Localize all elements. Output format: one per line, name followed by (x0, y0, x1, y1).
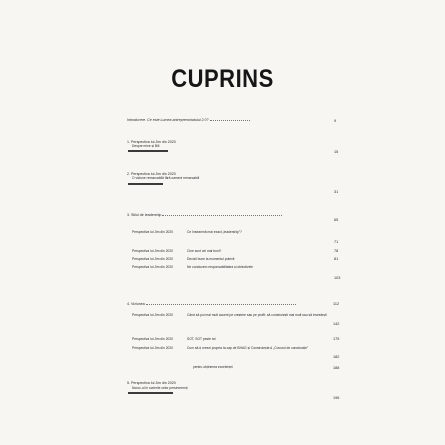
toc-ch3-item2-page: 78 (334, 249, 339, 253)
toc-ch3-label: Stilul de leadership (131, 213, 162, 217)
toc-ch4-item1-left: Perspectiva lui Jim din 2020 (132, 313, 174, 317)
toc-ch4-page: 112 (333, 302, 340, 306)
toc-ch1-label: Perspectiva lui Jim din 2020 (131, 140, 176, 144)
toc-ch4-num: 4. (127, 302, 130, 306)
dot-leader (146, 304, 296, 305)
toc-ch2-label: Perspectiva lui Jim din 2020 (131, 172, 176, 176)
toc-ch4-item2-page: 175 (333, 337, 340, 341)
toc-ch1 (127, 140, 347, 144)
dot-leader (210, 120, 250, 121)
toc-ch4-item3-left: Perspectiva lui Jim din 2020 (132, 346, 174, 350)
toc-ch3-item4-left: Perspectiva lui Jim din 2020 (132, 265, 174, 269)
toc-ch4-item4-page: 188 (333, 366, 340, 370)
toc-ch1-rule (128, 150, 168, 152)
toc-ch3-item3-left: Perspectiva lui Jim din 2020 (132, 257, 174, 261)
toc-ch2-rule (128, 183, 163, 185)
toc-ch3-item4-right: Ne conducem responsabilitatea și obiectivele (187, 265, 253, 269)
toc-ch5-num: 5. (127, 381, 130, 385)
toc-ch4-item1-page: 142 (333, 322, 340, 326)
toc-ch3-num: 3. (127, 213, 130, 217)
toc-ch4-item4-right: pentru obținerea excelenței (193, 365, 233, 369)
toc-ch5-page: 196 (333, 396, 340, 400)
toc-ch3-page: 65 (334, 218, 339, 222)
toc-ch2-page: 31 (334, 190, 339, 194)
toc-ch3-item2-right: Cine sunt cei mai buni? (187, 249, 222, 253)
toc-ch2-num: 2. (127, 172, 130, 176)
dot-leader (162, 215, 282, 216)
page-title: CUPRINS (171, 64, 274, 93)
toc-intro-label: Introducere. Ce este Lumea antreprenoriatului 2.0? (127, 118, 209, 122)
toc-ch4-item1-right: Când să pui mai mult accent pe creștere sau pe profit: să construiești mai mult sau să investești (187, 313, 327, 317)
toc-ch3-item1-left: Perspectiva lui Jim din 2020 (132, 230, 174, 234)
toc-ch5 (127, 381, 347, 385)
toc-ch2-sub: O viziune remarcabilă fără oameni remarcabili (132, 176, 200, 180)
toc-ch5-label: Perspectiva lui Jim din 2020 (131, 381, 176, 385)
toc-ch3-item4-page: 103 (334, 276, 341, 280)
toc-ch1-num: 1. (127, 140, 130, 144)
toc-ch4-label: Viziunea (131, 302, 145, 306)
toc-intro-page: 9 (334, 119, 337, 123)
toc-ch3-item1-page: 71 (334, 240, 339, 244)
toc-ch3-item3-page: 81 (334, 257, 339, 261)
toc-ch4-item2-left: Perspectiva lui Jim din 2020 (132, 337, 174, 341)
toc-ch4 (127, 302, 347, 306)
toc-ch4-item2-right: SOT, SOT peste tot (187, 337, 216, 341)
toc-ch5-rule (128, 392, 173, 394)
toc-ch1-sub: Despre mine și Bill (132, 144, 160, 148)
toc-ch3-item2-left: Perspectiva lui Jim din 2020 (132, 249, 174, 253)
toc-ch3-item3-right: Decizii bune la momentul potrivit (187, 257, 235, 261)
toc-ch1-page: 15 (334, 150, 339, 154)
toc-ch3-item1-right: Ce înseamnă mai exact „leadership”? (187, 230, 242, 234)
toc-ch3 (127, 213, 347, 217)
toc-ch4-item3-right: Cum să-ți creezi propria ta cap de BHAG și Construiește-ți „Covorul de construcție” (187, 346, 309, 350)
toc-ch5-sub: Noroc-ul în scrierile celor perseverenți (132, 386, 188, 390)
toc-intro (127, 118, 347, 122)
toc-ch4-item3-page: 182 (333, 355, 340, 359)
